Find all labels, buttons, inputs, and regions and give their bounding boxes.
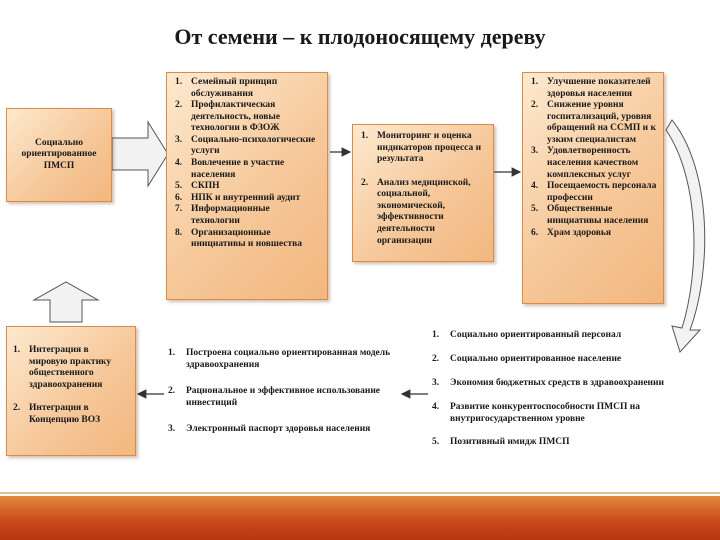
list-item <box>13 345 129 391</box>
list-item-text: Храм здоровья <box>547 227 612 238</box>
list-item-text: Позитивный имидж ПМСП <box>450 437 570 448</box>
list-item-text: Информационные технологии <box>191 204 270 226</box>
list-item <box>531 146 658 181</box>
list-item-text: Рациональное и эффективное использование инвестиций <box>186 385 381 408</box>
curved-arrow-down <box>666 120 705 352</box>
list-item-number: 7. <box>175 204 183 215</box>
list-item-text: Социально ориентированный персонал <box>450 330 622 340</box>
list-item-text: Мониторинг и оценка индикаторов процесса и результата <box>377 131 482 165</box>
list-item-number: 2. <box>432 353 440 364</box>
list-item-number: 6. <box>175 192 183 203</box>
list-item <box>432 354 668 366</box>
list-item <box>168 348 404 372</box>
list-item-text: Социально ориентированное население <box>450 353 622 364</box>
list-item-number: 3. <box>168 423 176 434</box>
list-item <box>531 228 658 240</box>
integration-list <box>13 345 129 426</box>
outcomes-list <box>531 77 658 239</box>
list-item-text: Удовлетворенность населения качеством комплексных услуг <box>547 146 639 180</box>
list-item-text: Вовлечение в участие населения <box>191 158 285 180</box>
box-principles-list <box>166 72 328 300</box>
list-item-number: 5. <box>175 181 183 192</box>
list-item <box>361 178 487 247</box>
list-item <box>175 135 321 158</box>
list-item-text: Снижение уровня госпитализаций, уровня обращений на ССМП и к узким специалистам <box>547 100 656 145</box>
list-item <box>175 228 321 251</box>
list-item-text: Интеграция в Концепцию ВОЗ <box>29 403 101 425</box>
bottom-divider <box>0 492 720 494</box>
list-item-number: 3. <box>432 377 440 388</box>
list-item-text: Анализ медицинской, социальной, экономической, эффективности деятельности организации <box>377 177 471 246</box>
list-item <box>175 204 321 227</box>
list-item-number: 1. <box>168 348 176 358</box>
list-item-number: 4. <box>175 158 183 169</box>
list-item <box>175 158 321 181</box>
list-item-number: 6. <box>531 227 539 238</box>
bottom-decorative-bar <box>0 496 720 540</box>
list-item <box>531 204 658 227</box>
list-item <box>168 386 404 410</box>
page-title: От семени – к плодоносящему дереву <box>174 24 546 49</box>
list-item-number: 1. <box>361 131 369 141</box>
list-item <box>175 181 321 193</box>
list-item <box>175 77 321 100</box>
list-item-text: Организационные инициативы и новшества <box>191 227 303 250</box>
list-item <box>531 181 658 204</box>
list-item-number: 2. <box>168 385 176 396</box>
box-monitoring <box>352 124 494 262</box>
list-item-number: 2. <box>531 100 539 111</box>
list-item-number: 2. <box>13 403 21 414</box>
effects-list-block <box>432 330 668 480</box>
list-item <box>531 77 658 100</box>
results-list <box>168 348 404 435</box>
list-item-text: Общественные инициативы населения <box>547 204 649 226</box>
box-integration <box>6 326 136 456</box>
list-item-text: Экономия бюджетных средств в здравоохранении <box>450 377 664 388</box>
list-item-number: 1. <box>432 330 440 340</box>
list-item <box>13 403 129 426</box>
list-item-text: Посещаемость персонала профессии <box>547 181 657 203</box>
list-item-number: 1. <box>175 77 183 87</box>
list-item-number: 5. <box>432 437 440 448</box>
list-item-number: 1. <box>531 77 539 87</box>
list-item-text: Построена социально ориентированная модель здравоохранения <box>186 348 391 370</box>
list-item <box>432 437 668 449</box>
box-social-pmsp-text: Социально ориентированное ПМСП <box>21 137 97 171</box>
list-item-number: 3. <box>531 146 539 157</box>
list-item-number: 3. <box>175 134 183 145</box>
list-item <box>432 330 668 342</box>
list-item <box>175 100 321 135</box>
block-arrow-up <box>34 282 98 322</box>
list-item-text: СКПН <box>191 181 220 192</box>
list-item-text: Социально-психологические услуги <box>191 134 316 157</box>
list-item <box>175 193 321 205</box>
list-item-text: Развитие конкурентоспособности ПМСП на внутригосударственном уровне <box>450 401 640 424</box>
effects-list <box>432 330 668 449</box>
list-item-text: Профилактическая деятельность, новые технологии в ФЗОЖ <box>191 100 281 134</box>
list-item <box>361 131 487 166</box>
list-item-text: Улучшение показателей здоровья населения <box>547 77 651 99</box>
list-item-text: Интеграция в мировую практику общественного здравоохранения <box>29 345 112 390</box>
list-item-number: 2. <box>175 100 183 111</box>
list-item-number: 1. <box>13 345 21 355</box>
list-item-number: 4. <box>432 401 440 412</box>
list-item-number: 4. <box>531 181 539 192</box>
list-item-number: 5. <box>531 204 539 215</box>
list-item-text: Семейный принцип обслуживания <box>191 77 278 99</box>
list-item-text: НПК и внутренний аудит <box>191 192 301 203</box>
list-item <box>432 402 668 426</box>
list-item <box>432 378 668 390</box>
monitoring-list <box>361 131 487 247</box>
list-item-text: Электронный паспорт здоровья населения <box>186 423 371 434</box>
list-item <box>168 424 404 436</box>
list-item-number: 8. <box>175 227 183 238</box>
block-arrow-right <box>112 122 168 186</box>
results-list-block <box>168 348 404 458</box>
principles-list <box>175 77 321 251</box>
list-item-number: 2. <box>361 177 369 188</box>
box-outcomes <box>522 72 664 304</box>
box-social-pmsp <box>6 108 112 202</box>
list-item <box>531 100 658 146</box>
